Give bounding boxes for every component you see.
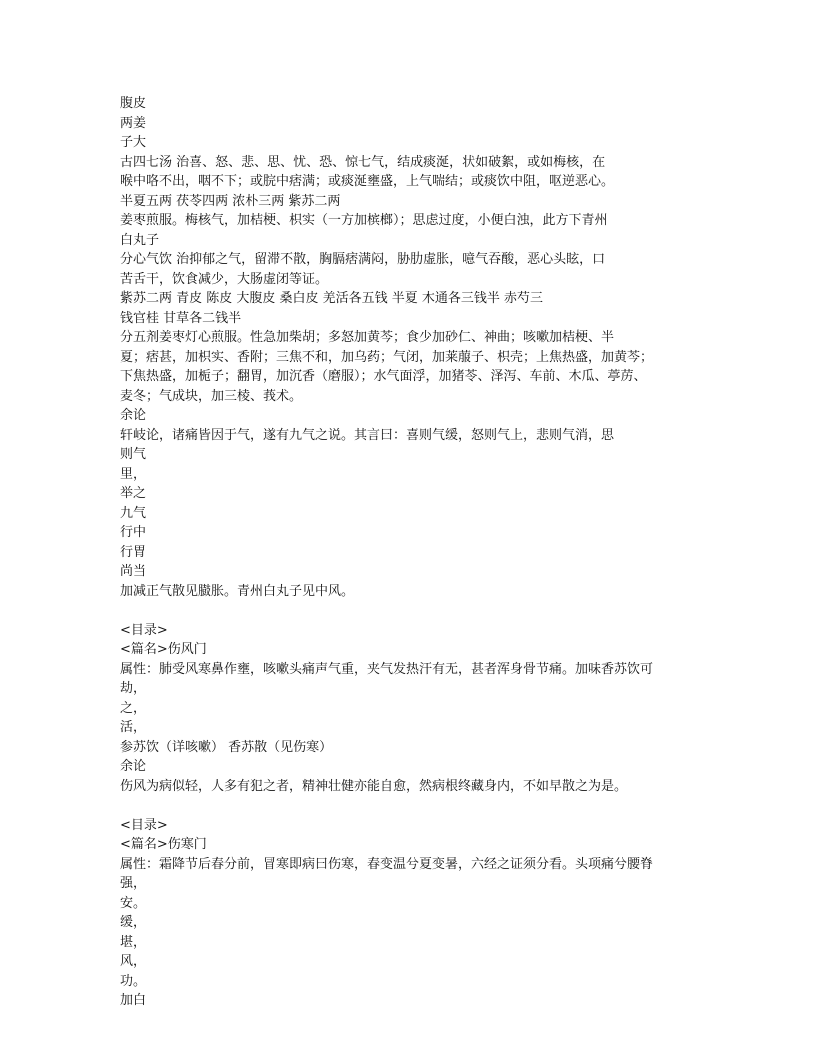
text-line: 夏；痞甚，加枳实、香附；三焦不和，加乌药；气闭，加莱菔子、枳壳；上焦热盛，加黄芩； [120,349,654,365]
text-line: 劫， [120,681,147,696]
text-line: 白丸子 [120,232,160,248]
text-line: 伤风为病似轻，人多有犯之者，精神壮健亦能自愈，然病根终藏身内，不如早散之为是。 [120,778,628,794]
text-line: 轩岐论，诸痛皆因于气，遂有九气之说。其言曰：喜则气缓，怒则气上，悲则气消，思 [120,427,615,443]
blank-line [120,796,700,816]
text-line: 参苏饮（详咳嗽） 香苏散（见伤寒） [120,739,333,755]
text-line: <目录> [120,622,168,638]
text-line: 属性：霜降节后春分前，冒寒即病曰伤寒，春变温兮夏变暑，六经之证须分看。头项痛兮腰脊 [120,856,654,872]
text-line: 缓， [120,915,147,930]
blank-line [120,601,700,621]
text-line: 钱官桂 甘草各二钱半 [120,310,242,326]
text-line: 余论 [120,759,147,774]
text-line: 行中 [120,525,147,540]
text-line: 子大 [120,135,147,150]
text-line: 姜枣煎服。梅核气，加桔梗、枳实（一方加槟榔）；思虑过度，小便白浊，此方下青州 [120,213,608,228]
text-line: 紫苏二两 青皮 陈皮 大腹皮 桑白皮 羌活各五钱 半夏 木通各三钱半 赤芍三 [120,291,544,306]
text-line: 麦冬；气成块，加三棱、莪术。 [120,388,303,404]
text-line: 腹皮 [120,96,147,111]
text-line: 里， [120,466,147,482]
text-line: 之， [120,700,147,716]
text-line: 强， [120,876,147,891]
text-line: <篇名>伤风门 [120,642,207,657]
text-line: 两姜 [120,115,147,131]
text-line: 古四七汤 治喜、怒、悲、思、忧、恐、惊七气，结成痰涎，状如破絮，或如梅核，在 [120,154,606,170]
text-line: 加白 [120,993,147,1008]
text-line: 余论 [120,408,147,423]
text-line: 分五剂姜枣灯心煎服。性急加柴胡；多怒加黄芩；食少加砂仁、神曲；咳嗽加桔梗、半 [120,330,615,345]
text-line: 行胃 [120,544,147,560]
text-line: 风， [120,954,147,969]
text-line: 喉中咯不出，咽不下；或脘中痞满；或痰涎壅盛，上气喘结；或痰饮中阻，呕逆恶心。 [120,174,615,189]
text-line: 则气 [120,447,147,462]
text-line: 下焦热盛，加栀子；翻胃，加沉香（磨服）；水气面浮，加猪苓、泽泻、车前、木瓜、葶苈、 [120,369,647,384]
text-line: 堪， [120,934,147,950]
text-line: 分心气饮 治抑郁之气，留滞不散，胸膈痞满闷，胁肋虚胀，噫气吞酸，恶心头眩，口 [120,252,606,267]
text-line: <篇名>伤寒门 [120,837,207,852]
text-line: 半夏五两 茯苓四两 浓朴三两 紫苏二两 [120,193,341,209]
text-line: 举之 [120,486,147,501]
document-page [120,94,700,1011]
text-line: 尚当 [120,564,147,579]
text-line: 安。 [120,895,147,911]
text-line: 属性：肺受风寒鼻作壅，咳嗽头痛声气重，夹气发热汗有无，甚者浑身骨节痛。加味香苏饮可 [120,661,654,677]
text-line: 加减正气散见臌胀。青州白丸子见中风。 [120,583,355,599]
text-line: 功。 [120,973,147,989]
text-line: 苦舌干，饮食减少，大肠虚闭等证。 [120,271,329,287]
text-line: 活， [120,720,147,735]
text-line: 九气 [120,505,147,521]
text-line: <目录> [120,817,168,833]
